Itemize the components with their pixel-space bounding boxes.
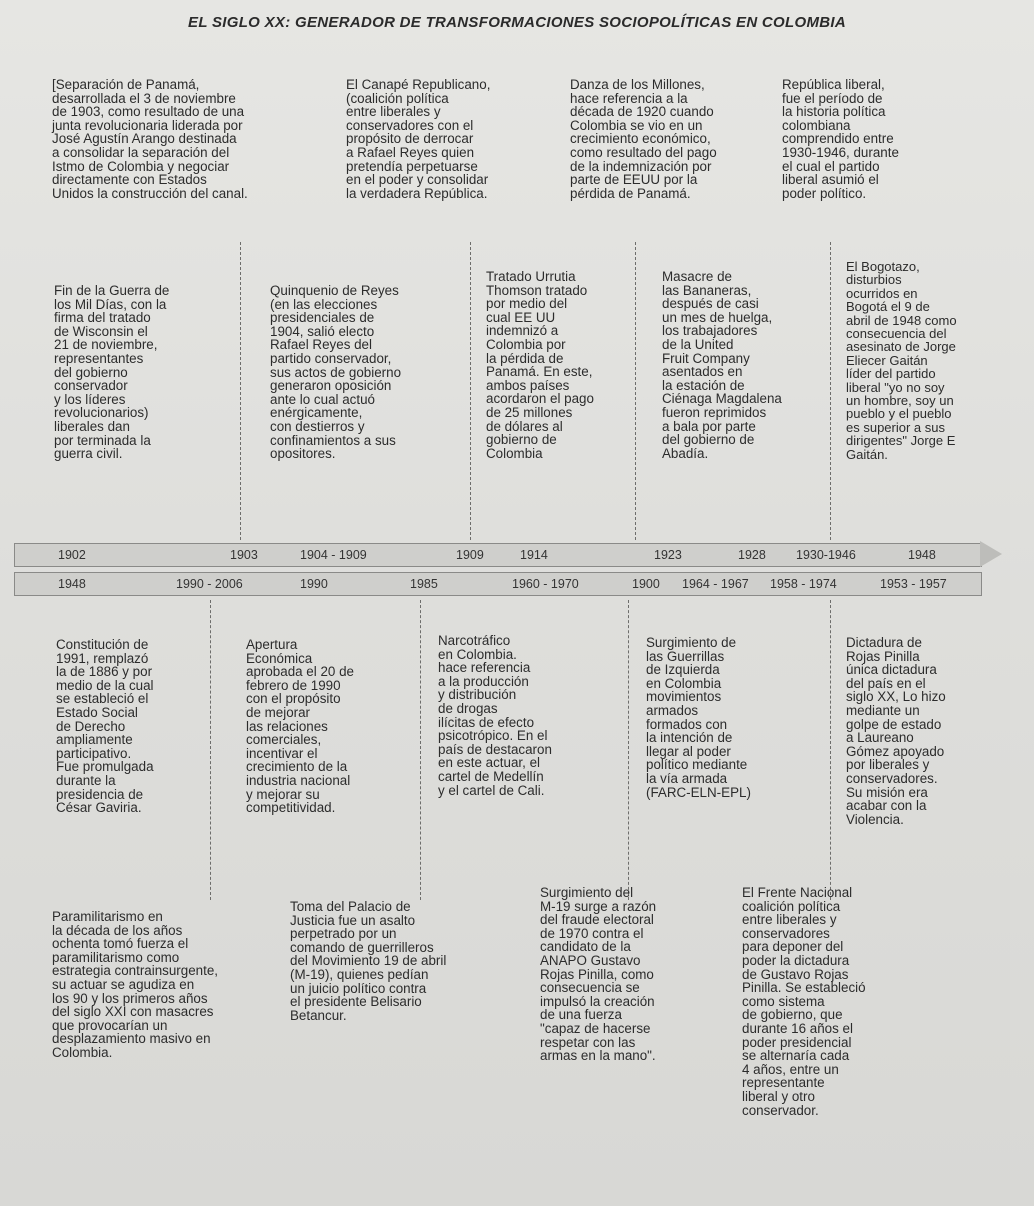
connector-line [240,242,241,540]
year-label: 1948 [908,548,936,562]
connector-line [470,242,471,540]
connector-line [635,242,636,540]
connector-line [420,600,421,900]
year-label: 1960 - 1970 [512,577,579,591]
year-label: 1985 [410,577,438,591]
event-bogotazo: El Bogotazo, disturbios ocurridos en Bogotá el 9 de abril de 1948 como consecuencia del asesinato de Jorge Eliecer Gaitán líder del partido liberal "yo no soy un hombre, soy un pueblo y el pueblo es superior a sus dirigentes" Jorge E Gaitán. [846,259,957,462]
event-constitucion-1991: Constitución de 1991, remplazó la de 1886 y por medio de la cual se estableció el Estado Social de Derecho ampliamente participativo. Fue promulgada durante la presidencia de César Gaviria. [56,637,154,816]
event-surgimiento-guerrillas: Surgimiento de las Guerrillas de Izquierda en Colombia movimientos armados formados con la intención de llegar al poder político mediante la vía armada (FARC-ELN-EPL) [646,635,751,800]
event-quinquenio-reyes: Quinquenio de Reyes (en las elecciones presidenciales de 1904, salió electo Rafael Reyes del partido conservador, sus actos de gobierno generaron oposición ante lo cual actuó enérgicamente, con destierros y confinamientos a sus opositores. [270,283,402,462]
event-masacre-bananeras: Masacre de las Bananeras, después de casi un mes de huelga, los trabajadores de la United Fruit Company asentados en la estación de Ciénaga Magdalena fueron reprimidos a bala por parte del gobierno de Abadía. [662,269,782,461]
year-label: 1928 [738,548,766,562]
year-label: 1953 - 1957 [880,577,947,591]
year-label: 1902 [58,548,86,562]
timeline-arrow-icon [980,541,1002,567]
event-canape-republicano: El Canapé Republicano, (coalición política entre liberales y conservadores con el propósito de derrocar a Rafael Reyes quien pretendía perpetuarse en el poder y consolidar la verdadera República. [346,77,491,201]
year-label: 1930-1946 [796,548,856,562]
event-separacion-panama: [Separación de Panamá, desarrollada el 3 de noviembre de 1903, como resultado de una junta revolucionaria liderada por José Agustín Arango destinada a consolidar la separación del Istmo de Colombia y negociar directamente con Estados Unidos la construcción del canal. [52,77,248,201]
event-fin-guerra-mil-dias: Fin de la Guerra de los Mil Días, con la firma del tratado de Wisconsin el 21 de noviembre, representantes del gobierno conservador y los líderes revolucionarios) liberales dan por terminada la guerra civil. [54,283,170,462]
year-label: 1903 [230,548,258,562]
event-frente-nacional: El Frente Nacional coalición política entre liberales y conservadores para deponer del poder la dictadura de Gustavo Rojas Pinilla. Se estableció como sistema de gobierno, que durante 16 años el poder presidencial se alternaría cada 4 años, entre un representante liberal y otro conservador. [742,885,866,1118]
event-dictadura-rojas-pinilla: Dictadura de Rojas Pinilla única dictadura del país en el siglo XX, Lo hizo mediante un golpe de estado a Laureano Gómez apoyado por liberales y conservadores. Su misión era acabar con la Violencia. [846,635,946,827]
event-danza-millones: Danza de los Millones, hace referencia a la década de 1920 cuando Colombia se vio en un crecimiento económico, como resultado del pago de la indemnización por parte de EEUU por la pérdida de Panamá. [570,77,717,201]
year-label: 1904 - 1909 [300,548,367,562]
event-narcotrafico: Narcotráfico en Colombia. hace referencia a la producción y distribución de drogas ilícitas de efecto psicotrópico. En el país de destacaron en este actuar, el cartel de Medellín y el cartel de Cali. [438,633,552,798]
event-apertura-economica: Apertura Económica aprobada el 20 de febrero de 1990 con el propósito de mejorar las relaciones comerciales, incentivar el crecimiento de la industria nacional y mejorar su competitividad. [246,637,354,816]
connector-line [210,600,211,900]
year-label: 1964 - 1967 [682,577,749,591]
year-label: 1900 [632,577,660,591]
year-label: 1948 [58,577,86,591]
connector-line [830,242,831,540]
connector-line [628,600,629,900]
year-label: 1914 [520,548,548,562]
page-title: EL SIGLO XX: GENERADOR DE TRANSFORMACIONES SOCIOPOLÍTICAS EN COLOMBIA [188,14,846,31]
event-republica-liberal: República liberal, fue el período de la historia política colombiana comprendido entre 1930-1946, durante el cual el partido liberal asumió el poder político. [782,77,899,201]
year-label: 1909 [456,548,484,562]
event-tratado-urrutia: Tratado Urrutia Thomson tratado por medio del cual EE UU indemnizó a Colombia por la pérdida de Panamá. En este, ambos países acordaron el pago de 25 millones de dólares al gobierno de Colombia [486,269,594,461]
event-toma-palacio-justicia: Toma del Palacio de Justicia fue un asalto perpetrado por un comando de guerrilleros del Movimiento 19 de abril (M-19), quienes pedían un juicio político contra el presidente Belisario Betancur. [290,899,447,1023]
year-label: 1958 - 1974 [770,577,837,591]
connector-line [830,600,831,900]
year-label: 1990 - 2006 [176,577,243,591]
event-paramilitarismo: Paramilitarismo en la década de los años ochenta tomó fuerza el paramilitarismo como estrategia contrainsurgente, su actuar se agudiza en los 90 y los primeros años del siglo XXI con masacres que provocarían un desplazamiento masivo en Colombia. [52,909,218,1060]
year-label: 1990 [300,577,328,591]
event-surgimiento-m19: Surgimiento del M-19 surge a razón del fraude electoral de 1970 contra el candidato de la ANAPO Gustavo Rojas Pinilla, como consecuencia se impulsó la creación de una fuerza "capaz de hacerse respetar con las armas en la mano". [540,885,657,1064]
year-label: 1923 [654,548,682,562]
